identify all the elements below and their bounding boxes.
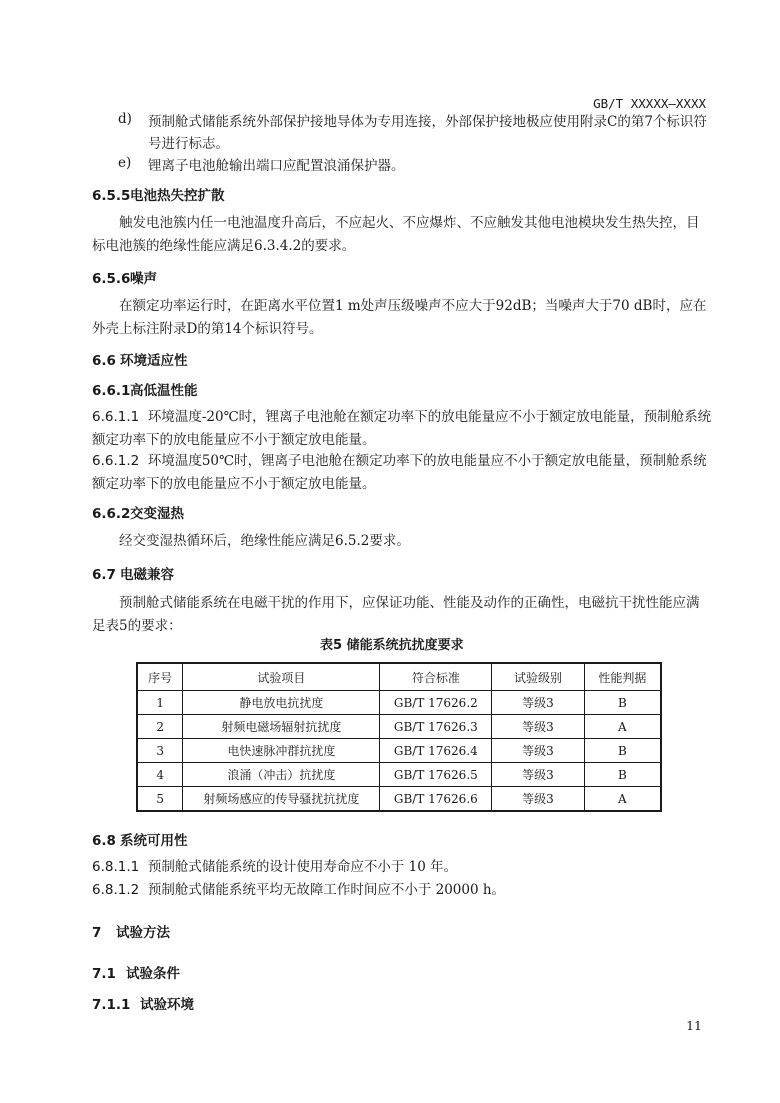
section-number: 7 xyxy=(92,925,102,941)
section-number: 6.7 xyxy=(92,567,116,583)
table-cell: GB/T 17626.4 xyxy=(380,739,492,763)
table-cell: GB/T 17626.3 xyxy=(380,715,492,739)
list-item-letter-d: d) xyxy=(118,111,132,127)
immunity-table xyxy=(136,662,662,812)
section-number: 6.6.2 xyxy=(92,506,131,522)
section-6-6-2-text: 经交变湿热循环后，绝缘性能应满足6.5.2要求。 xyxy=(119,533,410,549)
table-cell: 等级3 xyxy=(492,691,585,715)
section-number: 6.5.5 xyxy=(92,188,131,204)
clause-6-6-1-2 xyxy=(92,450,712,496)
table-header-cell: 符合标准 xyxy=(380,663,492,691)
section-title: 试验条件 xyxy=(126,966,180,982)
clause-text: 预制舱式储能系统的设计使用寿命应不小于 10 年。 xyxy=(147,859,458,875)
table-row xyxy=(137,691,661,715)
table-cell: GB/T 17626.5 xyxy=(380,763,492,787)
clause-6-8-1-2 xyxy=(92,879,712,902)
list-item-e: 锂离子电池舱输出端口应配置浪涌保护器。 xyxy=(148,158,405,174)
section-number: 6.5.6 xyxy=(92,271,131,287)
table-cell: 5 xyxy=(137,787,183,812)
section-number: 7.1.1 xyxy=(92,997,131,1013)
section-title: 环境适应性 xyxy=(120,353,188,369)
section-number: 6.6.1 xyxy=(92,383,131,399)
section-title: 电池热失控扩散 xyxy=(130,188,225,204)
section-6-6-heading xyxy=(92,349,188,369)
table-cell: 3 xyxy=(137,739,183,763)
clause-text: 环境温度-20℃时，锂离子电池舱在额定功率下的放电能量应不小于额定放电能量，预制舱系统额定功率下的放电能量应不小于额定放电能量。 xyxy=(92,409,712,448)
table-header-row xyxy=(137,663,661,691)
table-cell: 1 xyxy=(137,691,183,715)
table-cell: B xyxy=(584,763,661,787)
table-cell: B xyxy=(584,739,661,763)
list-item-letter-e: e) xyxy=(118,155,132,171)
section-6-7-heading xyxy=(92,563,174,583)
section-title: 系统可用性 xyxy=(120,833,188,849)
table-header-cell: 试验项目 xyxy=(183,663,380,691)
table-cell: GB/T 17626.2 xyxy=(380,691,492,715)
table-cell: B xyxy=(584,691,661,715)
table-cell: 等级3 xyxy=(492,763,585,787)
section-6-7-text: 预制舱式储能系统在电磁干扰的作用下，应保证功能、性能及动作的正确性，电磁抗干扰性能应满足表5的要求： xyxy=(92,595,700,634)
section-number: 6.8 xyxy=(92,833,116,849)
clause-number: 6.6.1.1 xyxy=(92,409,140,425)
section-7-1-1-heading xyxy=(92,993,194,1013)
table-cell: 等级3 xyxy=(492,787,585,812)
section-title: 试验方法 xyxy=(116,925,170,941)
table-row xyxy=(137,763,661,787)
section-title: 交变湿热 xyxy=(130,506,184,522)
section-title: 高低温性能 xyxy=(130,383,198,399)
table-cell: 电快速脉冲群抗扰度 xyxy=(183,739,380,763)
table-header-cell: 性能判据 xyxy=(584,663,661,691)
table-row xyxy=(137,787,661,812)
table-header-cell: 序号 xyxy=(137,663,183,691)
clause-number: 6.8.1.1 xyxy=(92,859,140,875)
clause-text: 预制舱式储能系统平均无故障工作时间应不小于 20000 h。 xyxy=(147,882,506,898)
clause-number: 6.8.1.2 xyxy=(92,882,140,898)
table-cell: 等级3 xyxy=(492,715,585,739)
table-cell: 浪涌（冲击）抗扰度 xyxy=(183,763,380,787)
table-cell: 等级3 xyxy=(492,739,585,763)
table-cell: 静电放电抗扰度 xyxy=(183,691,380,715)
table-row xyxy=(137,739,661,763)
section-6-6-2-heading xyxy=(92,502,184,522)
table-cell: A xyxy=(584,787,661,812)
section-6-5-6-text: 在额定功率运行时，在距离水平位置1 m处声压级噪声不应大于92dB；当噪声大于70 dB时，应在外壳上标注附录D的第14个标识符号。 xyxy=(92,298,707,337)
page-number: 11 xyxy=(686,1018,702,1033)
clause-text: 环境温度50℃时，锂离子电池舱在额定功率下的放电能量应不小于额定放电能量，预制舱系统额定功率下的放电能量应不小于额定放电能量。 xyxy=(92,453,707,492)
section-title: 试验环境 xyxy=(140,997,194,1013)
section-7-heading xyxy=(92,921,170,941)
standard-code: GB/T XXXXX—XXXX xyxy=(593,96,706,111)
clause-number: 6.6.1.2 xyxy=(92,453,140,469)
section-6-8-heading xyxy=(92,829,188,849)
table-cell: 射频电磁场辐射抗扰度 xyxy=(183,715,380,739)
table-cell: GB/T 17626.6 xyxy=(380,787,492,812)
section-6-5-6-heading xyxy=(92,267,157,287)
table-cell: 2 xyxy=(137,715,183,739)
clause-6-8-1-1 xyxy=(92,856,712,879)
table-cell: 4 xyxy=(137,763,183,787)
section-number: 7.1 xyxy=(92,966,116,982)
section-title: 噪声 xyxy=(130,271,157,287)
section-title: 电磁兼容 xyxy=(120,567,174,583)
table-row xyxy=(137,715,661,739)
table-cell: A xyxy=(584,715,661,739)
table-title: 表5 储能系统抗扰度要求 xyxy=(320,638,464,653)
clause-6-6-1-1 xyxy=(92,406,712,452)
list-item-d: 预制舱式储能系统外部保护接地导体为专用连接，外部保护接地极应使用附录C的第7个标识符号进行标志。 xyxy=(148,114,707,152)
section-6-5-5-text: 触发电池簇内任一电池温度升高后，不应起火、不应爆炸、不应触发其他电池模块发生热失控，目标电池簇的绝缘性能应满足6.3.4.2的要求。 xyxy=(92,215,700,254)
table-cell: 射频场感应的传导骚扰抗扰度 xyxy=(183,787,380,812)
table-header-cell: 试验级别 xyxy=(492,663,585,691)
section-6-5-5-heading xyxy=(92,184,225,204)
section-6-6-1-heading xyxy=(92,379,198,399)
section-number: 6.6 xyxy=(92,353,116,369)
section-7-1-heading xyxy=(92,962,180,982)
